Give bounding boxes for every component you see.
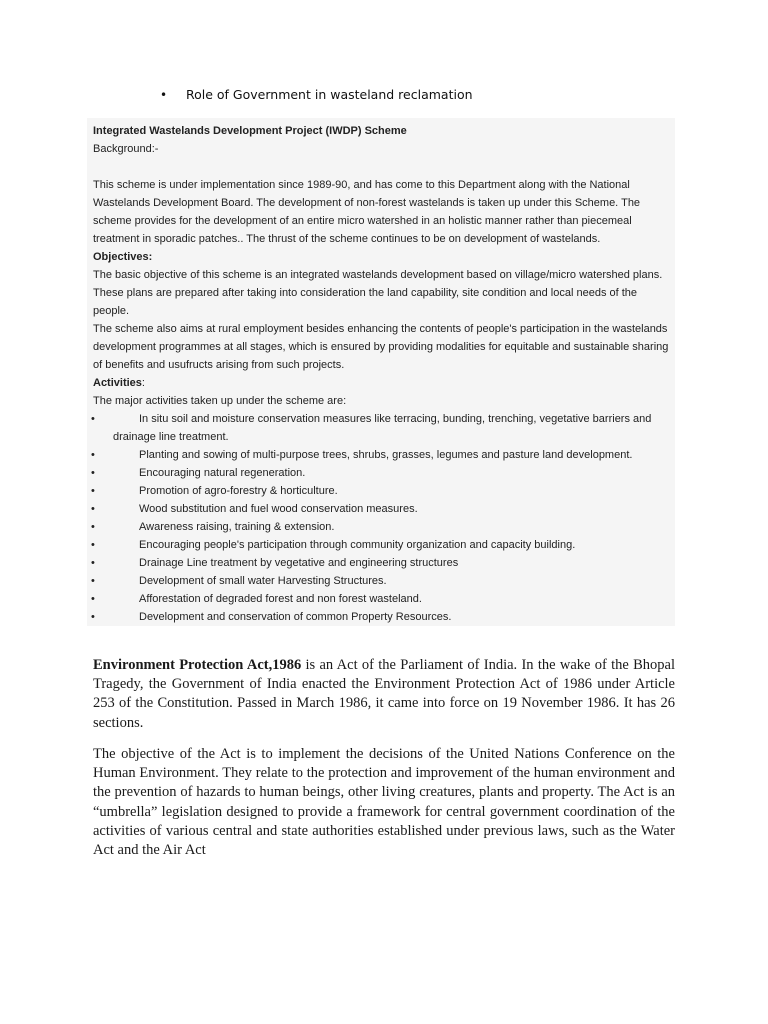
list-item [93, 500, 671, 518]
list-item-text: Awareness raising, training & extension. [139, 521, 335, 533]
bullet-icon: • [91, 521, 95, 533]
list-item [93, 446, 671, 464]
activities-colon: : [141, 377, 145, 389]
list-item [93, 464, 671, 482]
list-item [93, 536, 671, 554]
section-heading [160, 87, 473, 102]
list-item-text: In situ soil and moisture conservation measures like terracing, bunding, trenching, vegetative barriers and drainage line treatment. [113, 413, 652, 443]
bullet-icon: • [91, 575, 95, 587]
objectives-label: Objectives: [93, 251, 153, 263]
activities-intro: The major activities taken up under the scheme are: [93, 395, 347, 407]
list-item-text: Drainage Line treatment by vegetative and engineering structures [139, 557, 459, 569]
objectives-paragraph-2: The scheme also aims at rural employment besides enhancing the contents of people's participation in the wastelands development programmes at all stages, which is ensured by providing modalities for equitable and sustainable sharing of benefits and usufructs arising from such projects. [93, 323, 669, 371]
list-item [93, 482, 671, 500]
epa-objective-paragraph: The objective of the Act is to implement the decisions of the United Nations Conference on the Human Environment. They relate to the protection and improvement of the human environment and the prevention of hazards to human beings, other living creatures, plants and property. The Act is an “umbrella” legislation designed to provide a framework for central government coordination of the activities of various central and state authorities established under previous laws, such as the Water Act and the Air Act [93, 746, 675, 859]
list-item-text: Encouraging natural regeneration. [139, 467, 306, 479]
list-item [93, 590, 671, 608]
scheme-title: Integrated Wastelands Development Project (IWDP) Scheme [93, 125, 407, 137]
background-label: Background:- [93, 143, 159, 155]
activities-heading [93, 374, 671, 392]
bullet-icon: • [91, 593, 95, 605]
bullet-icon: • [91, 503, 95, 515]
spacer [93, 158, 671, 176]
list-item-text: Planting and sowing of multi-purpose trees, shrubs, grasses, legumes and pasture land development. [139, 449, 633, 461]
list-item [93, 410, 671, 446]
background-text: This scheme is under implementation since 1989-90, and has come to this Department along with the National Wastelands Development Board. The development of non-forest wastelands is taken up under this Scheme. The scheme provides for the development of an entire micro watershed in an holistic manner rather than piecemeal treatment in sporadic patches.. The thrust of the scheme continues to be on development of wastelands. [93, 179, 641, 245]
list-item [93, 572, 671, 590]
bullet-icon: • [91, 413, 95, 425]
bullet-icon: • [91, 485, 95, 497]
objectives-paragraph-1: The basic objective of this scheme is an integrated wastelands development based on village/micro watershed plans. These plans are prepared after taking into consideration the land capability, site condition and local needs of the people. [93, 269, 663, 317]
section-heading-text: Role of Government in wasteland reclamation [186, 87, 473, 102]
bullet-icon: • [91, 611, 95, 623]
list-item-text: Afforestation of degraded forest and non forest wasteland. [139, 593, 422, 605]
list-item-text: Promotion of agro-forestry & horticulture. [139, 485, 338, 497]
list-item-text: Wood substitution and fuel wood conservation measures. [139, 503, 418, 515]
bullet-icon: • [91, 467, 95, 479]
list-item [93, 608, 671, 626]
bullet-icon: • [91, 449, 95, 461]
list-item [93, 554, 671, 572]
epa-intro-paragraph [93, 656, 675, 733]
bullet-icon: • [160, 88, 168, 102]
list-item-text: Development of small water Harvesting Structures. [139, 575, 387, 587]
list-item [93, 518, 671, 536]
activities-list [93, 410, 671, 626]
activities-label: Activities [93, 377, 142, 389]
bullet-icon: • [91, 539, 95, 551]
epa-intro-text: is an Act of the Parliament of India. In the wake of the Bhopal Tragedy, the Government of India enacted the Environment Protection Act of 1986 under Article 253 of the Constitution. Passed in March 1986, it came into force on 19 November 1986. It has 26 sections. [93, 657, 675, 731]
list-item-text: Development and conservation of common Property Resources. [139, 611, 452, 623]
iwdp-scheme-box [87, 118, 675, 626]
list-item-text: Encouraging people's participation through community organization and capacity building. [139, 539, 576, 551]
epa-title: Environment Protection Act,1986 [93, 657, 302, 673]
bullet-icon: • [91, 557, 95, 569]
